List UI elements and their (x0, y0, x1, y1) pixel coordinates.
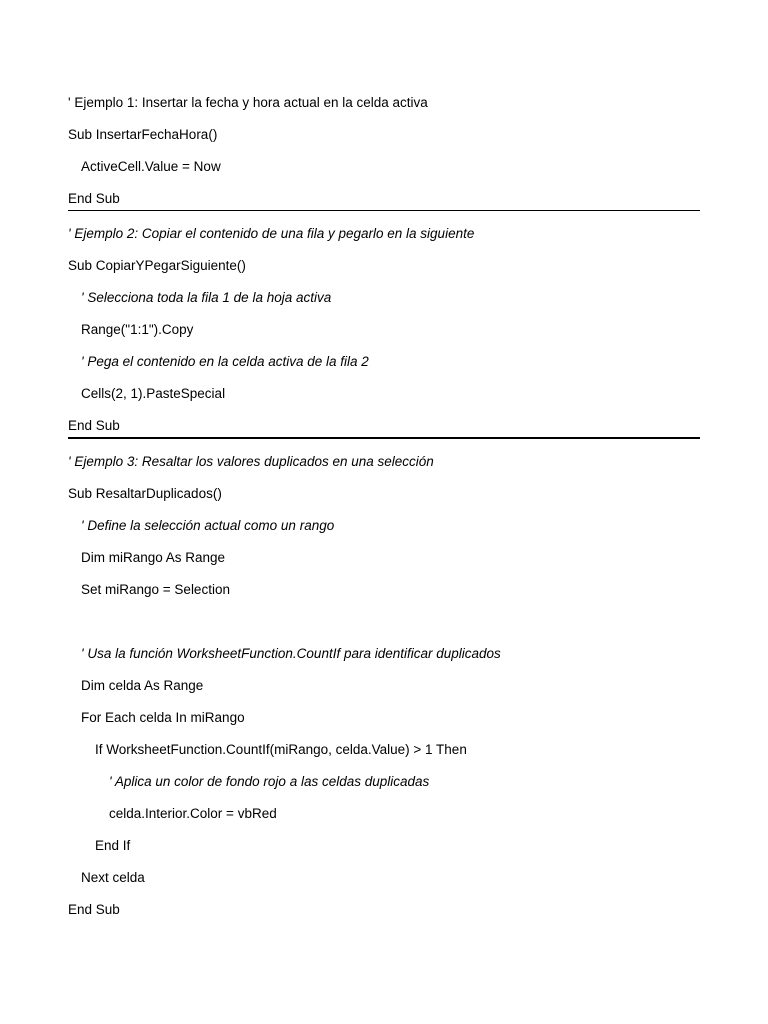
example-2-comment: ' Ejemplo 2: Copiar el contenido de una fila y pegarlo en la siguiente (68, 226, 475, 241)
example-2-end-sub: End Sub (68, 418, 120, 433)
example-1-sub-declaration: Sub InsertarFechaHora() (68, 127, 218, 142)
example-2-code-comment: ' Pega el contenido en la celda activa de la fila 2 (81, 354, 369, 369)
example-3-code-comment: ' Aplica un color de fondo rojo a las celdas duplicadas (109, 774, 430, 789)
example-3-code-line: For Each celda In miRango (81, 710, 245, 725)
example-2-code-comment: ' Selecciona toda la fila 1 de la hoja activa (81, 290, 332, 305)
example-3-code-line: celda.Interior.Color = vbRed (109, 806, 277, 821)
example-2-code-line: Cells(2, 1).PasteSpecial (81, 386, 226, 401)
example-2-sub-declaration: Sub CopiarYPegarSiguiente() (68, 258, 246, 273)
example-3-code-line: End If (95, 838, 131, 853)
example-1-code-line: ActiveCell.Value = Now (81, 159, 221, 174)
example-3-code-line: Next celda (81, 870, 145, 885)
example-3-code-line: Dim celda As Range (81, 678, 204, 693)
example-3-code-comment: ' Usa la función WorksheetFunction.CountIf para identificar duplicados (81, 646, 501, 661)
example-1-end-sub: End Sub (68, 191, 120, 206)
example-3-code-line: Set miRango = Selection (81, 582, 230, 597)
example-2-code-line: Range("1:1").Copy (81, 322, 194, 337)
example-3-code-comment: ' Define la selección actual como un rango (81, 518, 335, 533)
example-3-code-line: If WorksheetFunction.CountIf(miRango, celda.Value) > 1 Then (95, 742, 467, 757)
example-3-comment: ' Ejemplo 3: Resaltar los valores duplicados en una selección (68, 454, 434, 469)
example-3-end-sub: End Sub (68, 902, 120, 917)
section-divider (68, 210, 700, 211)
example-3-code-line: Dim miRango As Range (81, 550, 226, 565)
example-3-sub-declaration: Sub ResaltarDuplicados() (68, 486, 222, 501)
section-divider (68, 437, 700, 439)
example-1-comment: ' Ejemplo 1: Insertar la fecha y hora actual en la celda activa (68, 95, 428, 110)
